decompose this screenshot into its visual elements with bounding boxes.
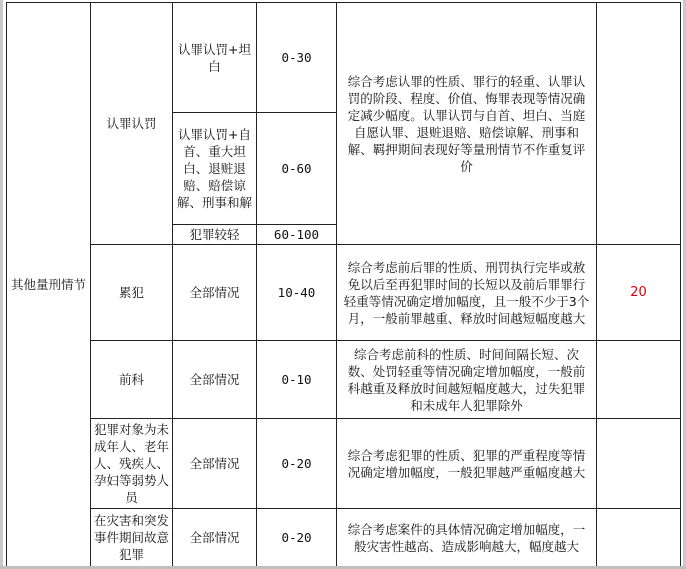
group-label: 其他量刑情节 [10,277,86,292]
range-cell [257,113,337,225]
table-row [7,3,681,113]
table-row [7,341,681,419]
description-text: 综合考虑前科的性质、时间间隔长短、次数、处罚轻重等情况确定增加幅度，一般前科越重及释放时间越短幅度越大，过失犯罪和未成年人犯罪除外 [347,346,586,413]
table-row [7,245,681,341]
description-text: 综合考虑认罪的性质、罪行的轻重、认罪认罚的阶段、程度、价值、悔罪表现等情况确定减少幅度。认罪认罚与自首、坦白、当庭自愿认罪、退赃退赔、赔偿谅解、刑事和解、羁押期间表现好等量刑情节不作重复评价 [347,73,586,174]
range-cell [257,341,337,419]
sentencing-table [6,2,681,567]
range-cell [257,245,337,341]
situation-label: 全部情况 [189,456,240,471]
category-cell [91,3,173,245]
category-cell [91,509,173,567]
situation-cell [173,225,257,245]
situation-label: 全部情况 [189,530,240,545]
score-value: 20 [630,285,647,300]
range-value: 0-60 [281,161,312,176]
category-label: 在灾害和突发事件期间故意犯罪 [94,513,170,562]
situation-label: 全部情况 [189,372,240,387]
score-cell [597,419,681,509]
situation-cell [173,509,257,567]
description-cell [337,341,597,419]
range-value: 60-100 [273,227,320,242]
score-cell [597,509,681,567]
situation-cell [173,419,257,509]
situation-cell [173,245,257,341]
score-cell [597,3,681,245]
category-cell [91,419,173,509]
score-cell [597,245,681,341]
description-cell [337,509,597,567]
range-value: 10-40 [277,285,316,300]
category-label: 前科 [118,372,144,387]
category-label: 累犯 [118,285,144,300]
category-label: 犯罪对象为未成年人、老年人、残疾人、孕妇等弱势人员 [94,422,170,505]
range-value: 0-30 [281,50,312,65]
situation-label: 全部情况 [189,285,240,300]
range-cell [257,419,337,509]
category-cell [91,341,173,419]
range-cell [257,3,337,113]
description-cell [337,419,597,509]
situation-cell [173,3,257,113]
description-text: 综合考虑前后罪的性质、刑罚执行完毕或赦免以后至再犯罪时间的长短以及前后罪罪行轻重等情况确定增加幅度，且一般不少于3个月，一般前罪越重、释放时间越短幅度越大 [343,259,590,326]
range-value: 0-10 [281,372,312,387]
table-row [7,419,681,509]
description-text: 综合考虑犯罪的性质、犯罪的严重程度等情况确定增加幅度，一般犯罪越严重幅度越大 [347,447,586,480]
situation-label: 犯罪较轻 [189,227,240,242]
description-cell [337,245,597,341]
situation-label: 认罪认罚+坦白 [178,41,251,74]
range-cell [257,225,337,245]
range-cell [257,509,337,567]
score-cell [597,341,681,419]
range-value: 0-20 [281,530,312,545]
category-cell [91,245,173,341]
description-text: 综合考虑案件的具体情况确定增加幅度，一般灾害性越高、造成影响越大，幅度越大 [347,521,586,554]
situation-cell [173,113,257,225]
range-value: 0-20 [281,456,312,471]
situation-cell [173,341,257,419]
category-label: 认罪认罚 [106,116,157,131]
group-label-cell [7,3,91,567]
table-row [7,509,681,567]
description-cell [337,3,597,245]
situation-label: 认罪认罚+自首、重大坦白、退赃退赔、赔偿谅解、刑事和解 [176,127,252,210]
